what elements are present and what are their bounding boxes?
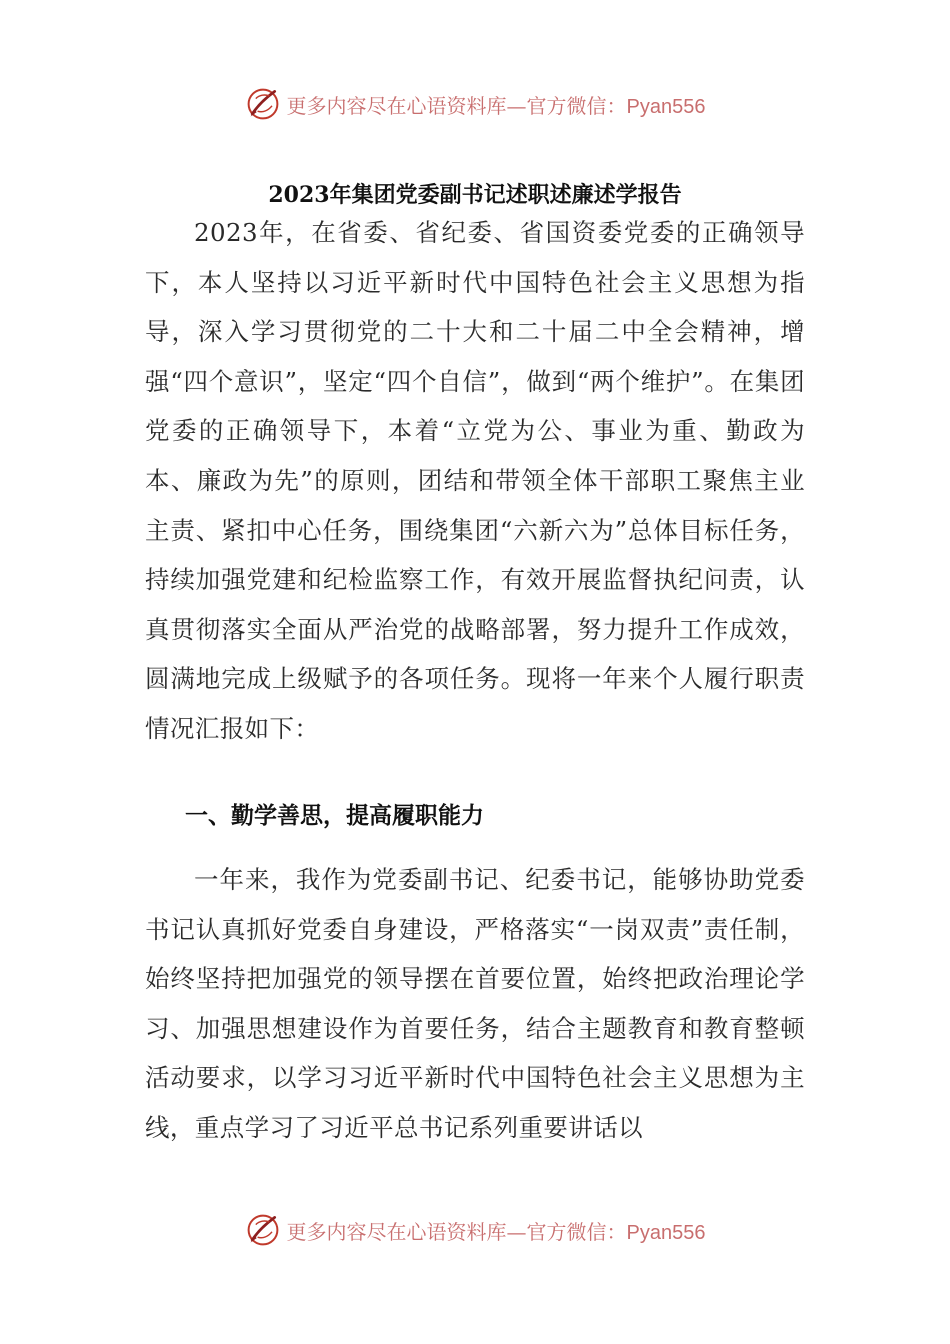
watermark-text: 更多内容尽在心语资料库—官方微信：Pyan556 — [286, 1219, 706, 1244]
pen-logo-icon — [245, 1212, 281, 1248]
header-watermark — [0, 84, 950, 124]
section-heading: 一、勤学善思，提高履职能力 — [185, 802, 484, 829]
wechat-id: Pyan556 — [626, 95, 706, 118]
body-paragraph: 一年来，我作为党委副书记、纪委书记，能够协助党委书记认真抓好党委自身建设，严格落实“一岗双责”责任制，始终坚持把加强党的领导摆在首要位置，始终把政治理论学习、加强思想建设作为首要任务，结合主题教育和教育整顿活动要求，以学习习近平新时代中国特色社会主义思想为主线，重点学习了习近平总书记系列重要讲话以 — [145, 865, 805, 1142]
body-paragraph-2-block — [145, 855, 805, 1153]
body-paragraph-1-block — [145, 208, 805, 754]
footer-watermark — [0, 1210, 950, 1250]
body-paragraph: 2023年，在省委、省纪委、省国资委党委的正确领导下，本人坚持以习近平新时代中国特色社会主义思想为指导，深入学习贯彻党的二十大和二十届二中全会精神，增强“四个意识”，坚定“四个自信”，做到“两个维护”。在集团党委的正确领导下，本着“立党为公、事业为重、勤政为本、廉政为先”的原则，团结和带领全体干部职工聚焦主业主责、紧扣中心任务，围绕集团“六新六为”总体目标任务，持续加强党建和纪检监察工作，有效开展监督执纪问责，认真贯彻落实全面从严治党的战略部署，努力提升工作成效，圆满地完成上级赋予的各项任务。现将一年来个人履行职责情况汇报如下： — [145, 218, 805, 743]
wechat-id: Pyan556 — [626, 1221, 706, 1244]
document-title: 2023年集团党委副书记述职述廉述学报告 — [268, 182, 682, 208]
watermark-text: 更多内容尽在心语资料库—官方微信：Pyan556 — [286, 93, 706, 118]
pen-logo-icon — [245, 86, 281, 122]
